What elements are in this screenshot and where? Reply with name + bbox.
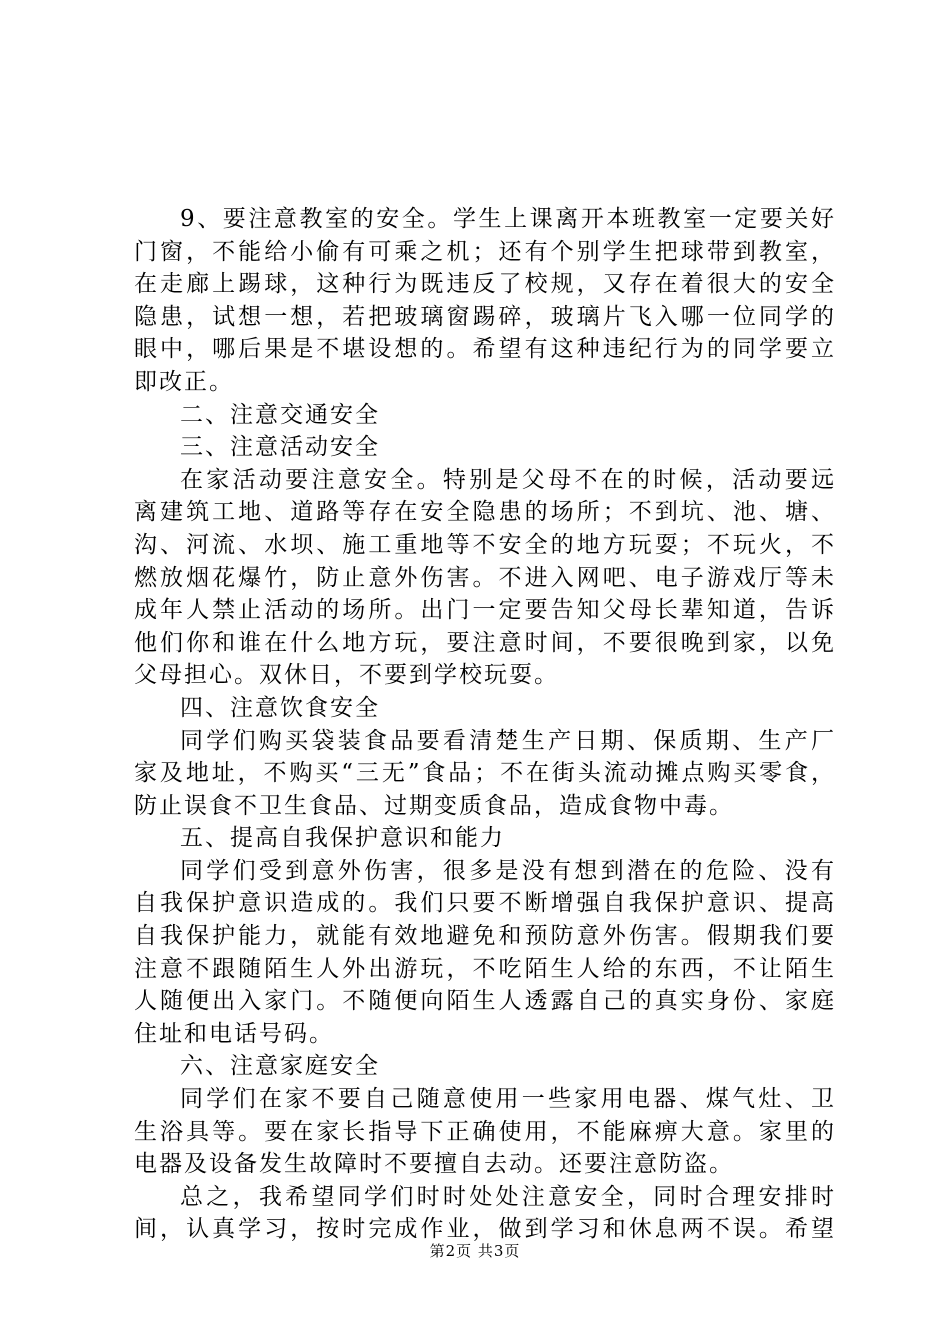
text-line: 同学们受到意外伤害，很多是没有想到潜在的危险、没有 (180, 857, 834, 884)
text-line: 同学们在家不要自己随意使用一些家用电器、煤气灶、卫 (180, 1086, 834, 1113)
text-line: 间，认真学习，按时完成作业，做到学习和休息两不误。希望 (134, 1216, 834, 1243)
text-line: 家及地址，不购买“三无”食品；不在街头流动摊点购买零食， (134, 760, 834, 787)
text-line: 自我保护意识造成的。我们只要不断增强自我保护意识、提高 (134, 890, 834, 917)
text-line: 燃放烟花爆竹，防止意外伤害。不进入网吧、电子游戏厅等未 (134, 564, 834, 591)
text-line: 隐患，试想一想，若把玻璃窗踢碎，玻璃片飞入哪一位同学的 (134, 303, 834, 330)
text-line: 注意不跟随陌生人外出游玩，不吃陌生人给的东西，不让陌生 (134, 955, 834, 982)
text-line: 门窗，不能给小偷有可乘之机；还有个别学生把球带到教室， (134, 238, 834, 265)
text-line: 在走廊上踢球，这种行为既违反了校规，又存在着很大的安全 (134, 271, 834, 298)
text-line: 电器及设备发生故障时不要擅自去动。还要注意防盗。 (134, 1151, 734, 1178)
text-line: 在家活动要注意安全。特别是父母不在的时候，活动要远 (180, 466, 834, 493)
text-line: 离建筑工地、道路等存在安全隐患的场所；不到坑、池、塘、 (134, 499, 834, 526)
text-line: 9、要注意教室的安全。学生上课离开本班教室一定要关好 (180, 206, 834, 232)
text-line: 五、提高自我保护意识和能力 (180, 825, 505, 852)
text-line: 同学们购买袋装食品要看清楚生产日期、保质期、生产厂 (180, 727, 834, 754)
text-line: 三、注意活动安全 (180, 434, 380, 461)
text-line: 眼中，哪后果是不堪设想的。希望有这种违纪行为的同学要立 (134, 336, 834, 363)
text-line: 父母担心。双休日，不要到学校玩耍。 (134, 662, 559, 689)
document-body (134, 203, 834, 1246)
text-line: 沟、河流、水坝、施工重地等不安全的地方玩耍；不玩火，不 (134, 531, 834, 558)
text-line: 成年人禁止活动的场所。出门一定要告知父母长辈知道，告诉 (134, 597, 834, 624)
text-line: 二、注意交通安全 (180, 401, 380, 428)
text-line: 生浴具等。要在家长指导下正确使用，不能麻痹大意。家里的 (134, 1118, 834, 1145)
text-line: 人随便出入家门。不随便向陌生人透露自己的真实身份、家庭 (134, 988, 834, 1015)
text-line: 六、注意家庭安全 (180, 1053, 380, 1080)
text-line: 住址和电话号码。 (134, 1020, 334, 1047)
text-line: 防止误食不卫生食品、过期变质食品，造成食物中毒。 (134, 792, 734, 819)
text-line: 他们你和谁在什么地方玩，要注意时间，不要很晚到家，以免 (134, 629, 834, 656)
text-line: 四、注意饮食安全 (180, 694, 380, 721)
text-line: 即改正。 (134, 368, 234, 395)
text-line: 自我保护能力，就能有效地避免和预防意外伤害。假期我们要 (134, 923, 834, 950)
page-footer: 第2页 共3页 (429, 1242, 521, 1260)
text-line: 总之，我希望同学们时时处处注意安全，同时合理安排时 (180, 1183, 834, 1210)
